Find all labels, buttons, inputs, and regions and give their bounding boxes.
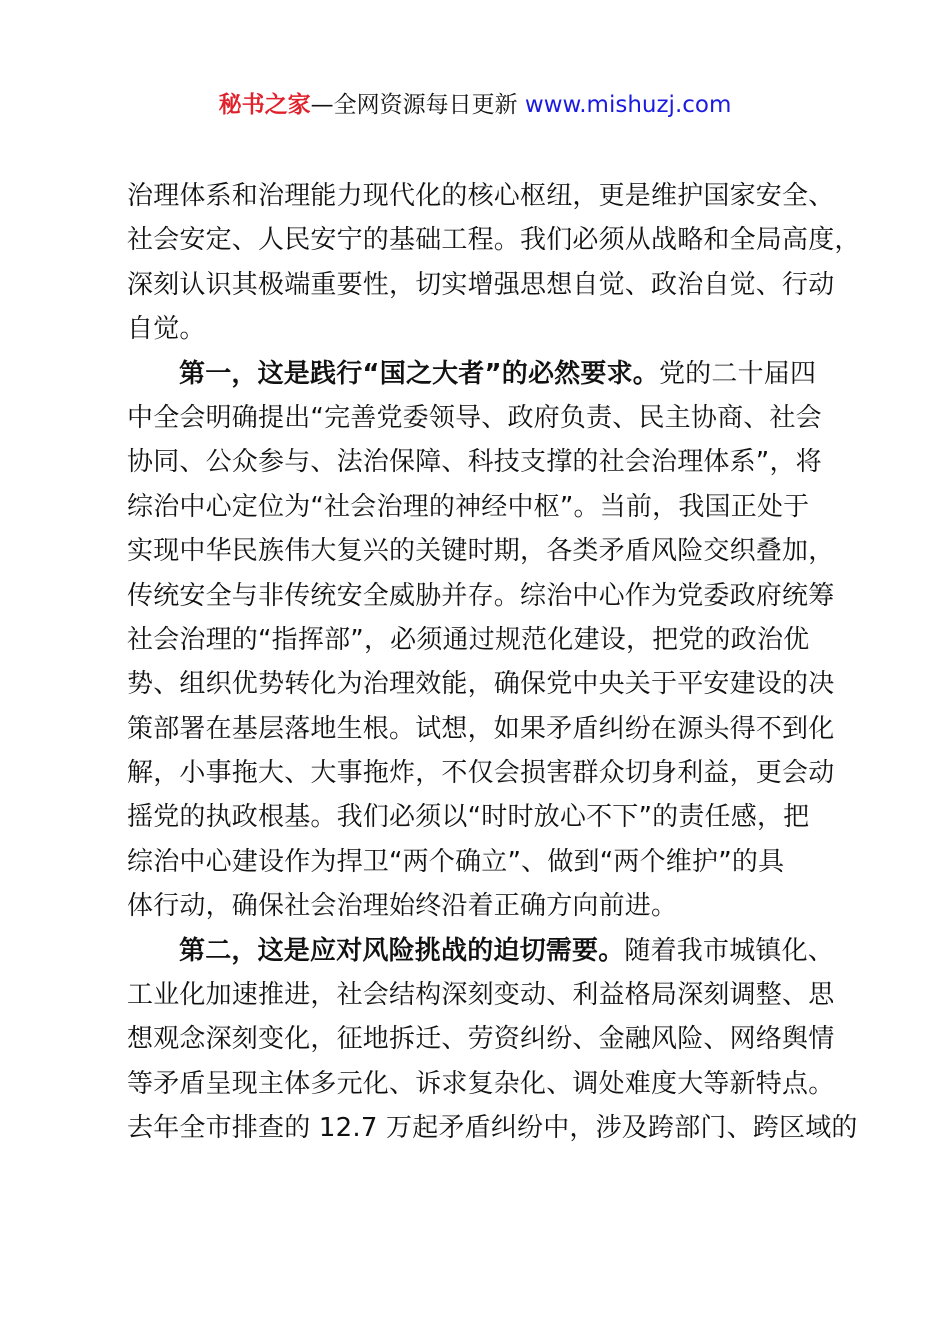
text-line: 综治中心建设作为捍卫“两个确立”、做到“两个维护”的具 [127, 846, 785, 877]
text-line: 体行动，确保社会治理始终沿着正确方向前进。 [127, 891, 678, 922]
text-line: 工业化加速推进，社会结构深刻变动、利益格局深刻调整、思 [127, 980, 835, 1011]
site-url-link[interactable]: www.mishuzj.com [524, 92, 732, 118]
text-line: 策部署在基层落地生根。试想，如果矛盾纠纷在源头得不到化 [127, 713, 835, 744]
text-line: 治理体系和治理能力现代化的核心枢纽，更是维护国家安全、 [127, 181, 835, 211]
text-line: 想观念深刻变化，征地拆迁、劳资纠纷、金融风险、网络舆情 [127, 1024, 835, 1055]
paragraph-1-heading: 第一，这是践行“国之大者”的必然要求。 [179, 358, 659, 389]
text-line: 中全会明确提出“完善党委领导、政府负责、民主协商、社会 [127, 402, 822, 433]
text-line: 协同、公众参与、法治保障、科技支撑的社会治理体系”，将 [127, 447, 822, 478]
header-tagline: —全网资源每日更新 [310, 92, 518, 118]
text-line: 解，小事拖大、大事拖炸，不仅会损害群众切身利益，更会动 [127, 758, 835, 789]
text-line: 摇党的执政根基。我们必须以“时时放心不下”的责任感，把 [127, 802, 810, 833]
text-line: 去年全市排查的 12.7 万起矛盾纠纷中，涉及跨部门、跨区域的 [127, 1113, 858, 1144]
text-line: 社会治理的“指挥部”，必须通过规范化建设，把党的政治优 [127, 624, 810, 655]
paragraph-2-heading: 第二，这是应对风险挑战的迫切需要。 [179, 935, 625, 966]
text-line: 势、组织优势转化为治理效能，确保党中央关于平安建设的决 [127, 669, 835, 700]
paragraph-2-first-line [127, 929, 839, 973]
paragraph-1-lead: 党的二十届四 [658, 358, 817, 389]
paragraph-1-first-line [127, 352, 839, 396]
brand-name: 秘书之家 [218, 92, 311, 118]
text-line: 综治中心定位为“社会治理的神经中枢”。当前，我国正处于 [127, 491, 810, 522]
paragraph-2-lead: 随着我市城镇化、 [624, 935, 835, 966]
document-body [127, 174, 861, 1151]
page-header [0, 88, 950, 122]
text-line: 传统安全与非传统安全威胁并存。综治中心作为党委政府统筹 [127, 580, 835, 611]
text-line: 深刻认识其极端重要性，切实增强思想自觉、政治自觉、行动 [127, 269, 835, 300]
text-line: 等矛盾呈现主体多元化、诉求复杂化、调处难度大等新特点。 [127, 1068, 835, 1099]
text-line: 实现中华民族伟大复兴的关键时期，各类矛盾风险交织叠加， [127, 536, 835, 567]
text-line: 自觉。 [127, 314, 206, 345]
text-line: 社会安定、人民安宁的基础工程。我们必须从战略和全局高度， [127, 225, 861, 256]
